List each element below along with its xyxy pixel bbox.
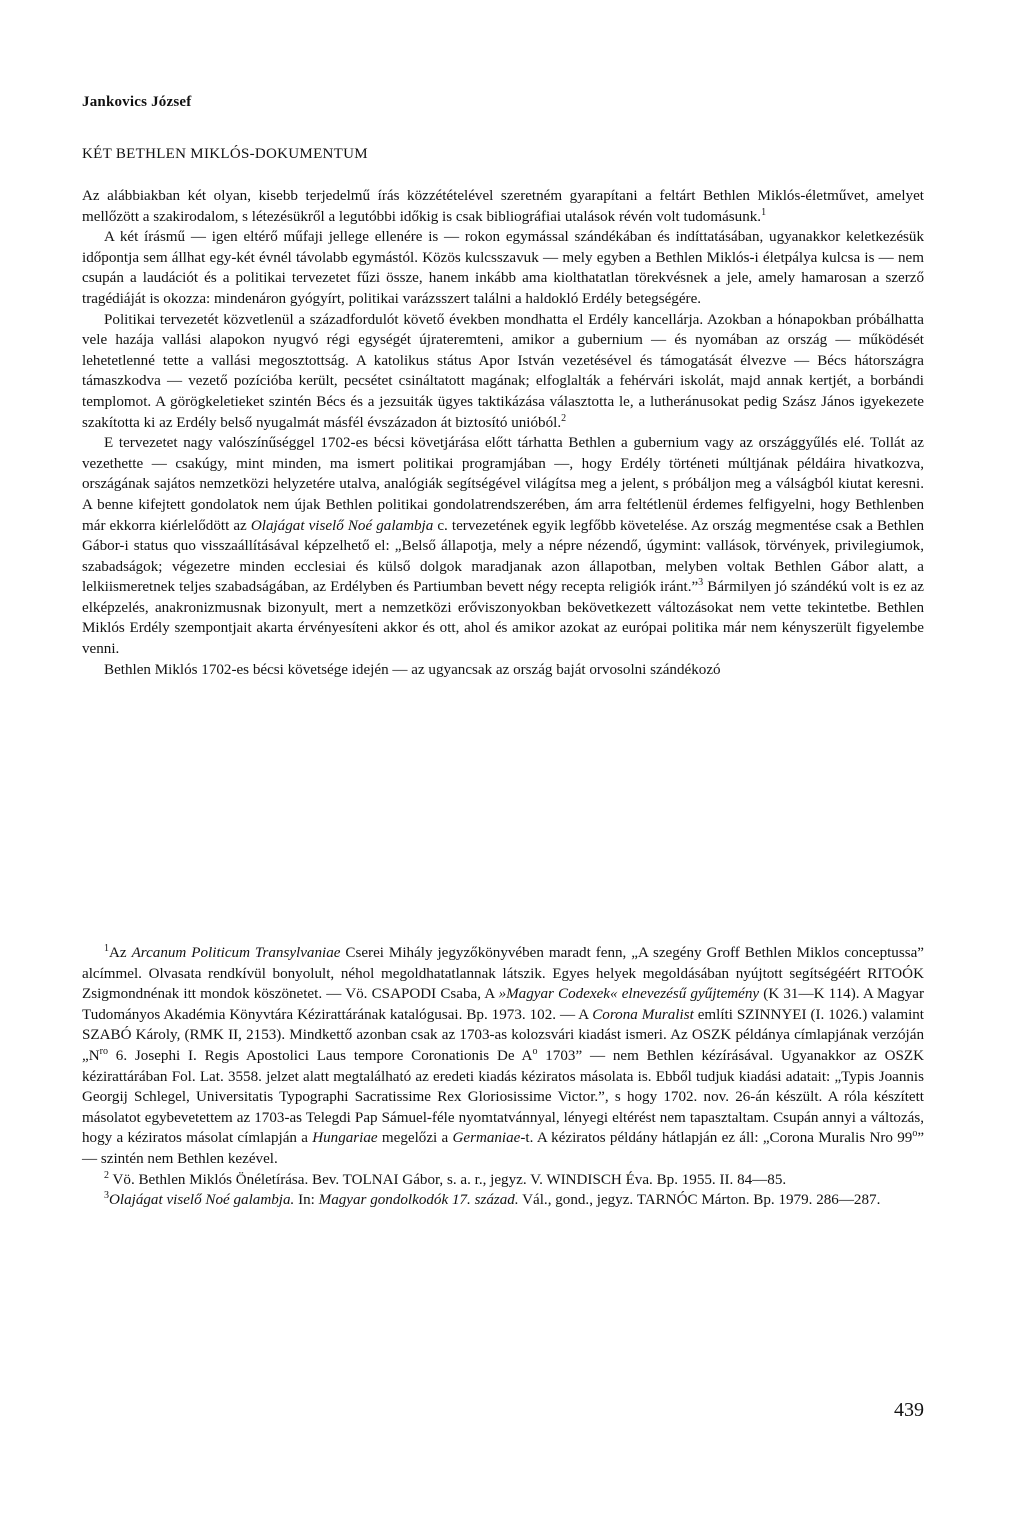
footnote-ref-3: 3 xyxy=(698,577,704,589)
footnote-1-text-a: Az xyxy=(109,945,132,961)
page-number: 439 xyxy=(894,1399,924,1421)
footnote-3-italic-1: Olajágat viselő Noé galambja. xyxy=(109,1192,295,1209)
footnote-1-text-j: ” — szintén nem Bethlen kezével. xyxy=(82,1130,925,1167)
paragraph-1-text: Az alábbiakban két olyan, kisebb terjedelmű írás közzétételével szeretném gyarapítani a feltárt Bethlen Miklós-életművet, amelyet mellőzött a szakirodalom, s létezésükről a legutóbbi időkig is csak bibliográfiai utalások révén volt tudomásunk. xyxy=(82,188,924,225)
paragraph-3 xyxy=(82,310,924,434)
article-title: KÉT BETHLEN MIKLÓS-DOKUMENTUM xyxy=(82,146,368,162)
paragraph-1 xyxy=(82,186,924,227)
footnote-1-italic-1: Arcanum Politicum Transylvaniae xyxy=(131,945,341,961)
paragraph-4-italic-title: Olajágat viselő Noé galambja xyxy=(250,517,434,534)
paragraph-3-text: Politikai tervezetét közvetlenül a századfordulót követő években mondhatta el Erdély kancellárja. Azokban a hónapokban próbálhatta vele hazája vallási alapokon nyugvó régi egységét újrateremteni, amikor a gubernium — és nyomában az ország — működését lehetetlenné tette a vallási megosztottság. A katolikus státus Apor István vezetésével és támogatását élvezve — Bécs hátországra támaszkodva — vezető pozícióba került, pecsétet csináltatott magának; elfoglalták a fehérvári iskolát, majd annak kertjét, a borbándi templomot. A görögkeletieket szintén Bécs és a jezsuiták ügyes taktikázása választotta le, a lutheránusokat pedig Szász János igyekezete szakította ki az Erdély belső nyugalmát másfél évszázadon át biztosító unióból. xyxy=(82,311,924,431)
paragraph-4 xyxy=(82,433,924,660)
author-name: Jankovics József xyxy=(82,94,192,110)
footnote-2-text: Vö. Bethlen Miklós Önéletírása. Bev. TOLNAI Gábor, s. a. r., jegyz. V. WINDISCH Éva. Bp. 1955. II. 84—85. xyxy=(109,1171,787,1188)
footnote-3-text-b: Vál., gond., jegyz. TARNÓC Márton. Bp. 1979. 286—287. xyxy=(518,1192,881,1209)
body-text xyxy=(82,186,924,680)
paragraph-4-text-b: c. tervezetének egyik legfőbb követelése. Az ország megmentése csak a Bethlen Gábor-i status quo visszaállításával képzelhető el: „Belső állapotja, mely a népre nézendő, úgymint: vallások, törvények, privilegiumok, szabadságok; végezetre minden ecclesiai és külső dolgok maradjanak azon állapotban, melyben voltak Bethlen Gábor alatt, a lelkiismeretnek teljes szabadságában, az Erdélyben és Partiumban bevett négy recepta religiók iránt.” xyxy=(82,517,924,596)
footnote-1-text-b: Cserei Mihály jegyzőkönyvében maradt fenn, „A szegény Groff Bethlen Miklos conceptussa” alcímmel. Olvasata rendkívül bonyolult, néhol megoldhatatlannak látszik. Egyes helyek megoldásában nyújtott segítségéért RITOÓK Zsigmondnénak itt mondok köszönetet. — Vö. CSAPODI Csaba, A xyxy=(82,945,924,1003)
footnote-1-text-h: -t. A kéziratos példány hátlapján ez áll: „Corona Muralis Nro 99 xyxy=(520,1130,913,1147)
footnote-1-italic-2: »Magyar Codexek« elnevezésű gyűjtemény xyxy=(498,986,760,1003)
footnote-1-superscript-3: o xyxy=(912,1128,918,1140)
footnote-1-italic-4: Hungariae xyxy=(312,1130,378,1147)
footnote-2-number: 2 xyxy=(104,1169,109,1181)
paragraph-4-text-a: E tervezetet nagy valószínűséggel 1702-es bécsi követjárása előtt tárhatta Bethlen a gubernium vagy az országgyűlés elé. Tollát az vezethette — csakúgy, mint minden, ma ismert politikai programjában —, hogy Erdély történeti múltjának példáira hivatkozva, országának sajátos nemzetközi helyzetére utalva, analógiák segítségével világítsa meg a jelent, s próbáljon meg a válságból kiutat keresni. A benne kifejtett gondolatok nem újak Bethlen politikai gondolatrendszerében, ám arra feltétlenül érdemes felfigyelni, hogy Bethlenben már ekkorra kiérlelődött az xyxy=(82,435,924,534)
footnote-1-superscript-1: ro xyxy=(99,1045,108,1057)
footnote-1-text-c: (K 31—K 114). A Magyar Tudományos Akadémia Könyvtára Kézirattárának katalógusai. Bp. 1973. 102. — A xyxy=(82,986,924,1023)
footnote-3 xyxy=(82,1190,924,1211)
footnote-1-text-d: említi SZINNYEI (I. 1026.) valamint SZABÓ Károly, (RMK II, 2153). Mindkettő azonban csak az 1703-as kolozsvári kiadást ismeri. Az OSZK példánya címlapjának verzóján „N xyxy=(82,1006,924,1064)
footnotes xyxy=(82,943,924,1211)
footnote-1-italic-5: Germaniae xyxy=(452,1130,521,1147)
footnote-1-number: 1 xyxy=(104,943,109,954)
footnote-1-text-e: 6. Josephi I. Regis Apostolici Laus tempore Coronationis De A xyxy=(107,1047,533,1064)
paragraph-5: Bethlen Miklós 1702-es bécsi követsége idején — az ugyancsak az ország baját orvosolni szándékozó xyxy=(104,661,721,678)
footnote-ref-2: 2 xyxy=(561,412,567,424)
footnote-3-text-a: In: xyxy=(294,1192,319,1209)
footnote-1-italic-3: Corona Muralist xyxy=(592,1006,694,1023)
footnote-ref-1: 1 xyxy=(761,206,767,218)
footnote-1-text-g: megelőzi a xyxy=(377,1130,453,1147)
footnote-1-superscript-2: o xyxy=(532,1045,538,1057)
footnote-3-number: 3 xyxy=(104,1190,109,1202)
footnote-3-italic-2: Magyar gondolkodók 17. század. xyxy=(318,1192,519,1209)
footnote-1 xyxy=(82,943,924,1170)
footnote-1-text-f: 1703” — nem Bethlen kézírásával. Ugyanakkor az OSZK kézirattárában Fol. Lat. 3558. jelzet alatt megtalálható az eredeti kiadás kéziratos másolata is. Ebből tudjuk kiadási adatait: „Typis Joannis Georgij Schlegel, Universitatis Typographi Sacratissime Rex Gloriosissime Victor.”, s hogy 1702. nov. 26-án készült. A róla készített másolatot egybevetettem az 1703-as Telegdi Pap Sámuel-féle nyomtatvánnyal, lényegi eltérést nem tapasztaltam. Csupán annyi a változás, hogy a kéziratos másolat címlapján a xyxy=(82,1047,924,1147)
footnote-2 xyxy=(82,1170,924,1191)
paragraph-4-text-c: Bármilyen jó szándékú volt is ez az elképzelés, anakronizmusnak bizonyult, mert a nemzetközi erőviszonyokban bekövetkezett változásokat nem vette tekintetbe. Bethlen Miklós Erdély szempontjait akarta érvényesíteni akkor és ott, ahol és amikor azokat az európai politika már nem kényszerült figyelembe venni. xyxy=(82,579,924,658)
paragraph-2: A két írásmű — igen eltérő műfaji jellege ellenére is — rokon egymással szándékában és indíttatásában, ugyanakkor keletkezésük időpontja sem állhat egy-két évnél távolabb egymástól. Közös kulcsszavuk — mely egyben a Bethlen Miklós-i életpálya kulcsa is — nem csupán a laudációt és a politikai tervezetet fűzi össze, hanem inkább ama kiolthatatlan törekvésnek a jele, amely hamarosan a szerző tragédiáját is okozza: mindenáron gyógyírt, politikai varázsszert találni a haldokló Erdély betegségére. xyxy=(82,229,924,307)
